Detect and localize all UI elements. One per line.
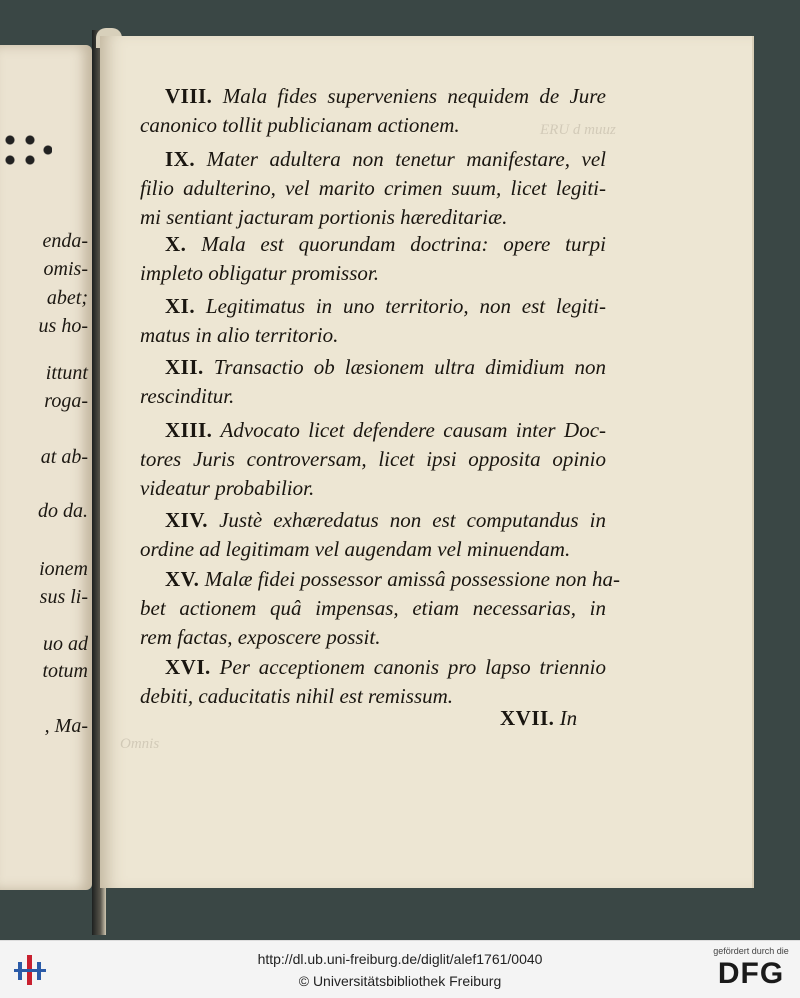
left-page-line: at ab- [40, 446, 88, 468]
thesis-text: tores Juris controversam, licet ipsi opposita opinio [140, 447, 606, 471]
thesis-text: debiti, caducitatis nihil est remissum. [140, 684, 454, 708]
thesis-text: bet actionem quâ impensas, etiam necessarias, in [140, 596, 606, 620]
thesis-line [140, 174, 606, 203]
thesis-number: VIII. [165, 84, 213, 108]
thesis-number: XVI. [165, 655, 211, 679]
thesis [140, 506, 606, 564]
thesis-text: Mala fides superveniens nequidem de Jure [222, 84, 607, 108]
left-page-line: us ho- [38, 315, 88, 337]
ornament-image [0, 130, 52, 172]
thesis-line [140, 82, 606, 111]
thesis-number: X. [165, 232, 187, 256]
show-through-text: Omnis [120, 736, 160, 752]
thesis-text: ordine ad legitimam vel augendam vel minuendam. [140, 537, 571, 561]
thesis-line [140, 653, 606, 682]
thesis-number: XIII. [165, 418, 213, 442]
thesis-number: IX. [165, 147, 196, 171]
thesis-line [140, 230, 606, 259]
thesis-line [140, 623, 606, 652]
dfg-logo: DFG [717, 957, 785, 990]
thesis-line [140, 111, 606, 140]
left-page-line: roga- [44, 390, 88, 412]
left-page-line: do da. [38, 500, 88, 522]
thesis-line [140, 382, 606, 411]
thesis [140, 230, 606, 288]
thesis-number: XII. [165, 355, 204, 379]
thesis-text: Malæ fidei possessor amissâ possessione non ha- [204, 567, 620, 591]
thesis-text: videatur probabilior. [140, 476, 315, 500]
thesis [140, 82, 606, 140]
thesis-text: Advocato licet defendere causam inter Doc- [220, 418, 607, 442]
catchword [500, 706, 577, 731]
left-page-line: totum [42, 660, 88, 682]
thesis-line [140, 145, 606, 174]
thesis-text: mi sentiant jacturam portionis hæreditariæ. [140, 205, 508, 229]
thesis-text: Transactio ob læsionem ultra dimidium non [213, 355, 606, 379]
copyright-notice: © Universitätsbibliothek Freiburg [298, 973, 502, 989]
thesis-line [140, 353, 606, 382]
thesis-text: Legitimatus in uno territorio, non est legiti- [205, 294, 607, 318]
left-page-line: , Ma- [44, 715, 88, 737]
left-page-line: sus li- [39, 586, 88, 608]
thesis-line [140, 416, 606, 445]
left-page-line: uo ad [43, 633, 88, 655]
left-page-line: omis- [43, 258, 88, 280]
thesis-text: canonico tollit publicianam actionem. [140, 113, 460, 137]
thesis-line [140, 506, 606, 535]
show-through-text: ERU d muuz [540, 122, 616, 138]
left-page-line: abet; [46, 287, 88, 309]
thesis-number: XV. [165, 567, 200, 591]
catchword-word: In [559, 706, 578, 730]
left-page-line: ittunt [45, 362, 88, 384]
thesis-text: rem factas, exposcere possit. [140, 625, 381, 649]
thesis-text: rescinditur. [140, 384, 235, 408]
catchword-number: XVII. [500, 706, 555, 730]
thesis-number: XIV. [165, 508, 209, 532]
thesis-number: XI. [165, 294, 196, 318]
thesis-line [140, 445, 606, 474]
thesis [140, 145, 606, 232]
thesis [140, 653, 606, 711]
thesis-text: impleto obligatur promissor. [140, 261, 379, 285]
thesis-line [140, 203, 606, 232]
thesis [140, 353, 606, 411]
thesis [140, 565, 620, 652]
thesis [140, 416, 606, 503]
thesis-line [140, 594, 606, 623]
permalink-url[interactable]: http://dl.ub.uni-freiburg.de/diglit/alef1761/0040 [257, 951, 543, 967]
left-page-line: enda- [42, 230, 88, 252]
thesis-text: Justè exhæredatus non est computandus in [219, 508, 606, 532]
thesis-line [140, 535, 606, 564]
thesis-text: filio adulterino, vel marito crimen suum, licet legiti- [140, 176, 606, 200]
thesis-line [140, 474, 606, 503]
thesis-line [140, 292, 606, 321]
thesis-text: matus in alio territorio. [140, 323, 339, 347]
thesis-text: Mater adultera non tenetur manifestare, vel [206, 147, 606, 171]
left-page-line: ionem [39, 558, 88, 580]
thesis [140, 292, 606, 350]
left-page-fragment [0, 45, 92, 890]
dfg-funding-note: gefördert durch die [713, 946, 789, 956]
thesis-text: Per acceptionem canonis pro lapso triennio [219, 655, 606, 679]
viewer-footer [0, 940, 800, 998]
thesis-text: Mala est quorundam doctrina: opere turpi [201, 232, 606, 256]
thesis-line [140, 565, 620, 594]
thesis-line [140, 321, 606, 350]
thesis-line [140, 259, 606, 288]
